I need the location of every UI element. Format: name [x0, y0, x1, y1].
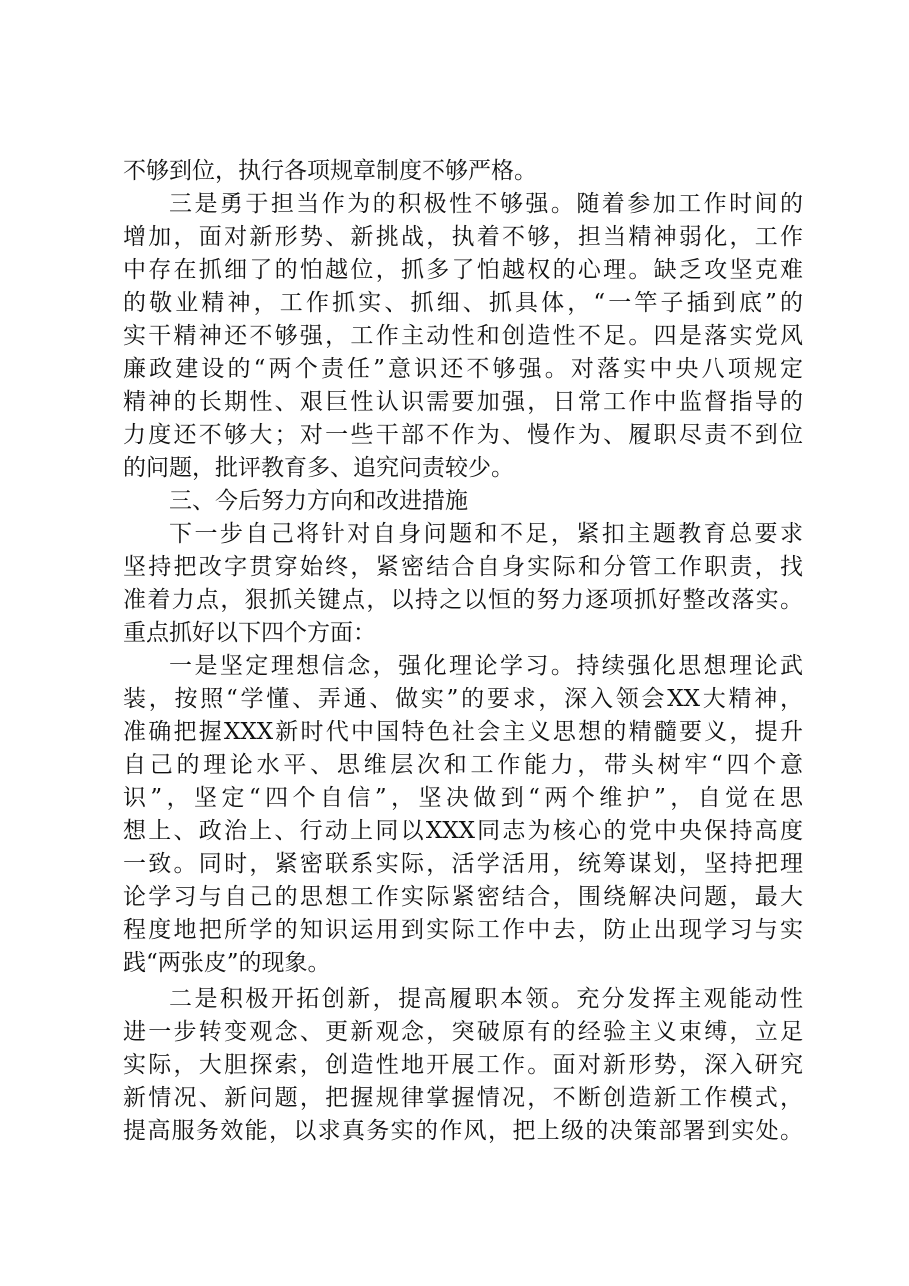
text-line: 提高服务效能，以求真务实的作风，把上级的决策部署到实处。 — [123, 1118, 803, 1144]
paragraph-start-line: 下一步自己将针对自身问题和不足，紧扣主题教育总要求 — [169, 521, 803, 547]
text-line: 实际，大胆探索，创造性地开展工作。面对新形势，深入研究 — [123, 1052, 803, 1078]
text-line: 践“两张皮”的现象。 — [123, 950, 331, 976]
text-line: 不够到位，执行各项规章制度不够严格。 — [123, 158, 537, 184]
text-line: 程度地把所学的知识运用到实际工作中去，防止出现学习与实 — [123, 917, 803, 943]
paragraph-start-line: 一是坚定理想信念，强化理论学习。持续强化思想理论武 — [169, 653, 803, 679]
paragraph-start-line: 三是勇于担当作为的积极性不够强。随着参加工作时间的 — [169, 191, 803, 217]
text-line: 一致。同时，紧密联系实际，活学活用，统筹谋划，坚持把理 — [123, 851, 803, 877]
text-line: 重点抓好以下四个方面： — [123, 620, 376, 646]
text-line: 装，按照“学懂、弄通、做实”的要求，深入领会XX大精神， — [123, 686, 803, 712]
text-line: 的敬业精神，工作抓实、抓细、抓具体，“一竿子插到底”的 — [123, 290, 803, 316]
text-line: 实干精神还不够强，工作主动性和创造性不足。四是落实党风 — [123, 323, 803, 349]
text-line: 论学习与自己的思想工作实际紧密结合，围绕解决问题，最大 — [123, 884, 803, 910]
text-line: 自己的理论水平、思维层次和工作能力，带头树牢“四个意 — [123, 752, 803, 778]
text-line: 力度还不够大；对一些干部不作为、慢作为、履职尽责不到位 — [123, 422, 803, 448]
section-heading: 三、今后努力方向和改进措施 — [169, 488, 468, 514]
text-line: 准着力点，狠抓关键点，以持之以恒的努力逐项抓好整改落实。 — [123, 587, 803, 613]
text-line: 识”，坚定“四个自信”，坚决做到“两个维护”，自觉在思 — [123, 785, 803, 811]
text-line: 的问题，批评教育多、追究问责较少。 — [123, 455, 514, 481]
text-line: 中存在抓细了的怕越位，抓多了怕越权的心理。缺乏攻坚克难 — [123, 257, 803, 283]
text-line: 增加，面对新形势、新挑战，执着不够，担当精神弱化，工作 — [123, 224, 803, 250]
text-line: 进一步转变观念、更新观念，突破原有的经验主义束缚，立足 — [123, 1019, 803, 1045]
text-line: 新情况、新问题，把握规律掌握情况，不断创造新工作模式， — [123, 1085, 803, 1111]
paragraph-start-line: 二是积极开拓创新，提高履职本领。充分发挥主观能动性 — [169, 986, 803, 1012]
text-line: 精神的长期性、艰巨性认识需要加强，日常工作中监督指导的 — [123, 389, 803, 415]
text-line: 想上、政治上、行动上同以XXX同志为核心的党中央保持高度 — [123, 818, 803, 844]
document-body — [123, 155, 803, 1148]
text-line: 坚持把改字贯穿始终，紧密结合自身实际和分管工作职责，找 — [123, 554, 803, 580]
text-line: 廉政建设的“两个责任”意识还不够强。对落实中央八项规定 — [123, 356, 803, 382]
text-line: 准确把握XXX新时代中国特色社会主义思想的精髓要义，提升 — [123, 719, 803, 745]
